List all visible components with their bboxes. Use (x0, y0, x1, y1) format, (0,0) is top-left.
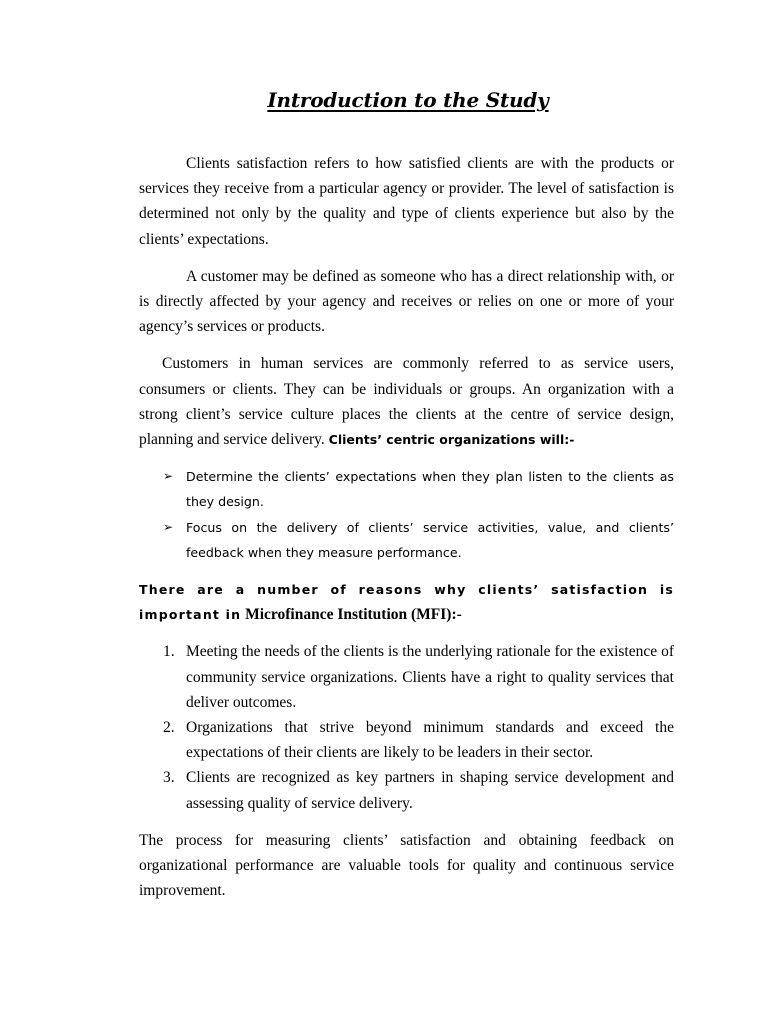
client-centric-label: Clients’ centric organizations will:- (328, 432, 575, 448)
list-item (139, 464, 674, 514)
list-number: 1. (163, 643, 175, 661)
list-item-text: Determine the clients’ expectations when they plan listen to the clients as they design. (186, 469, 674, 510)
paragraph-human-services (139, 351, 674, 452)
reasons-heading-part2: Microfinance Institution (MFI):- (241, 606, 462, 624)
list-item (139, 515, 674, 565)
list-item-text: Meeting the needs of the clients is the underlying rationale for the existence of community service organizations. Clients have a right to quality services that deliver outcomes. (186, 643, 674, 711)
client-centric-list (139, 464, 674, 565)
paragraph-customer-definition: A customer may be defined as someone who has a direct relationship with, or is directly affected by your agency and receives or relies on one or more of your agency’s services or products. (139, 267, 674, 336)
list-item-text: Organizations that strive beyond minimum standards and exceed the expectations of their clients are likely to be leaders in their sector. (186, 719, 674, 762)
list-number: 3. (163, 769, 175, 787)
reasons-heading (139, 577, 674, 627)
list-item (139, 715, 674, 765)
paragraph-closing: The process for measuring clients’ satisfaction and obtaining feedback on organizational performance are valuable tools for quality and continuous service improvement. (139, 831, 674, 900)
paragraph-human-services-text: Customers in human services are commonly referred to as service users, consumers or clients. They can be individuals or groups. An organization with a strong client’s service culture places the clients at the centre of service design, planning and service delivery. (139, 355, 674, 449)
document-body (139, 151, 674, 903)
list-item-text: Clients are recognized as key partners in shaping service development and assessing quality of service delivery. (186, 769, 674, 812)
paragraph-client-satisfaction: Clients satisfaction refers to how satisfied clients are with the products or services they receive from a particular agency or provider. The level of satisfaction is determined not only by the quality and type of clients experience but also by the clients’ expectations. (139, 155, 674, 248)
list-item (139, 765, 674, 815)
arrow-bullet-icon: ➢ (163, 519, 174, 534)
reasons-list (139, 639, 674, 815)
list-item-text: Focus on the delivery of clients’ service activities, value, and clients’ feedback when they measure performance. (186, 519, 674, 560)
list-number: 2. (163, 719, 175, 737)
list-item (139, 639, 674, 715)
arrow-bullet-icon: ➢ (163, 469, 174, 484)
page-title: Introduction to the Study (267, 88, 549, 112)
reasons-heading-part1: There are a number of reasons why clients’ satisfaction is important in (139, 582, 674, 623)
